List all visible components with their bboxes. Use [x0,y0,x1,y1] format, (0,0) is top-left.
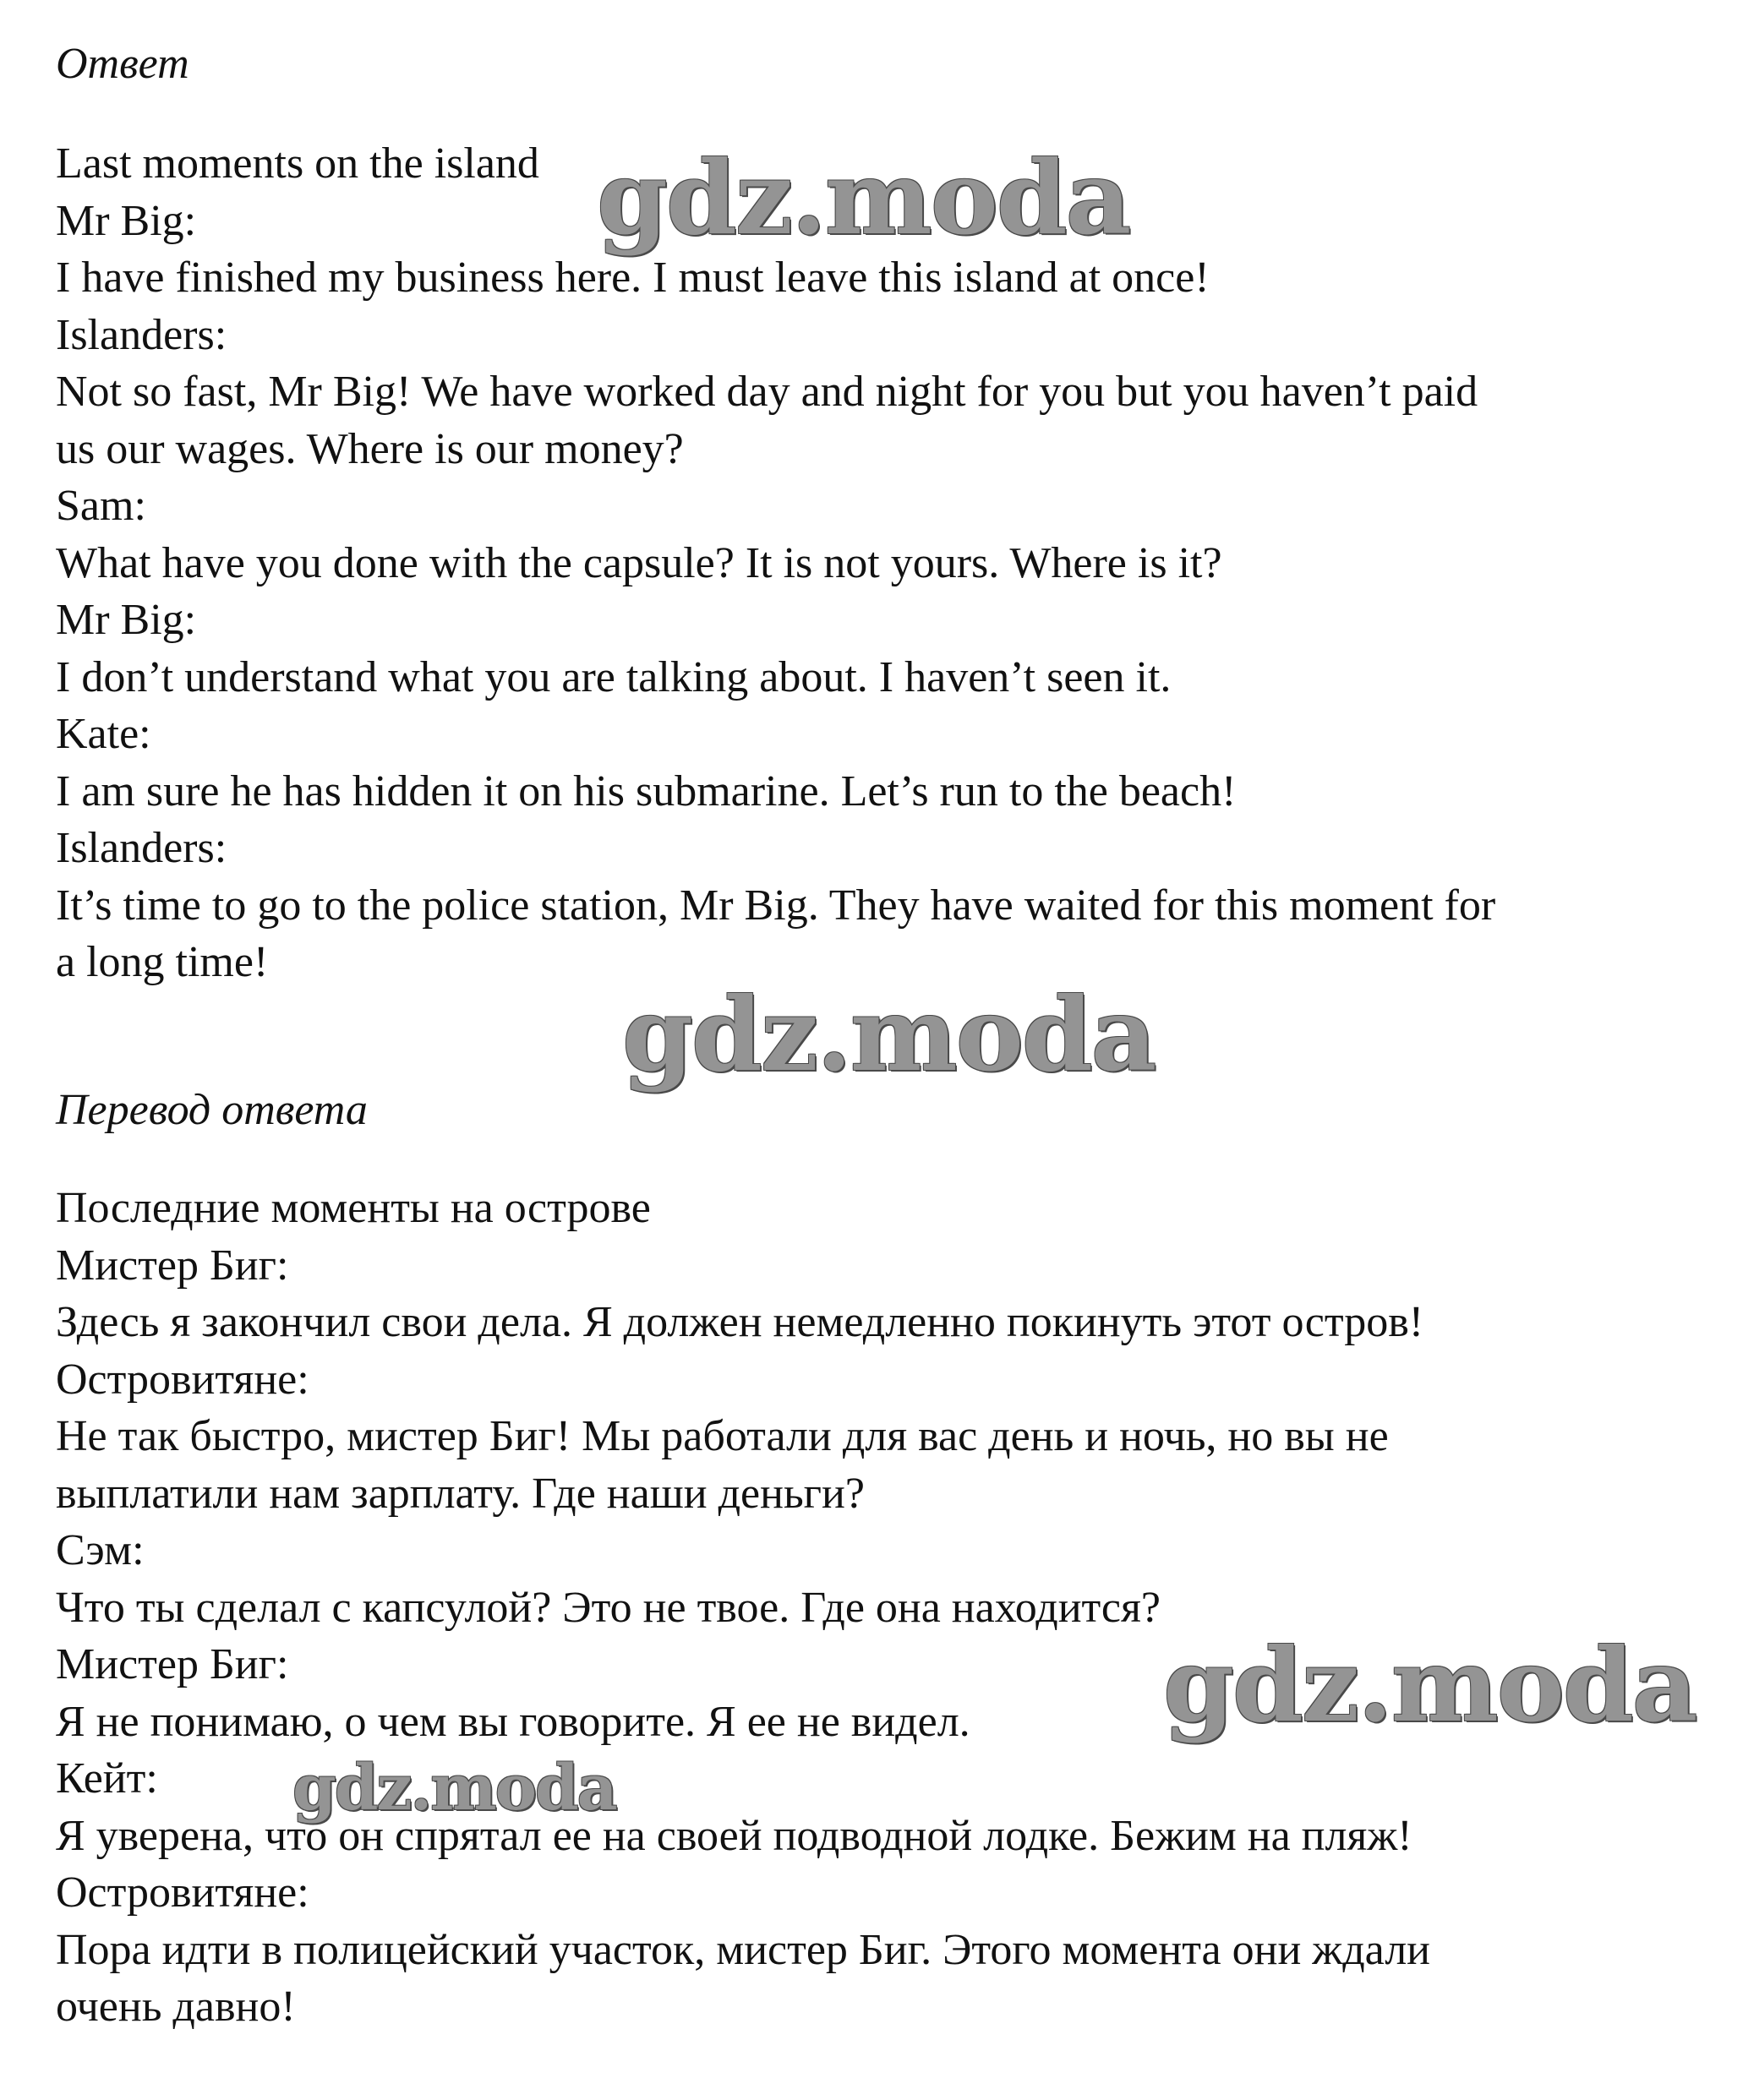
translation-line: очень давно! [56,1983,296,2031]
answer-line: I don’t understand what you are talking about. I haven’t seen it. [56,652,1172,701]
translation-line: Я уверена, что он спрятал ее на своей подводной лодке. Бежим на пляж! [56,1811,1412,1860]
translation-line: Островитяне: [56,1355,309,1404]
translation-line: Кейт: [56,1754,158,1803]
answer-line: I have finished my business here. I must leave this island at once! [56,254,1210,302]
answer-line: Not so fast, Mr Big! We have worked day and night for you but you haven’t paid [56,368,1478,416]
answer-line: I am sure he has hidden it on his submarine. Let’s run to the beach! [56,766,1237,815]
watermark-logo: gdz.moda [1163,1626,1697,1745]
translation-text [56,1180,1713,2036]
watermark-logo: gdz.moda [622,975,1156,1094]
answer-line: Islanders: [56,310,227,359]
answer-line: Sam: [56,482,146,530]
translation-line: Что ты сделал с капсулой? Это не твое. Где она находится? [56,1583,1161,1632]
translation-line: выплатили нам зарплату. Где наши деньги? [56,1469,865,1518]
translation-line: Пора идти в полицейский участок, мистер Биг. Этого момента они ждали [56,1925,1430,1974]
answer-line: Last moments on the island [56,139,539,188]
watermark-logo: gdz.moda [292,1752,616,1825]
answer-heading: Ответ [56,40,189,88]
answer-line: It’s time to go to the police station, Mr Big. They have waited for this moment for [56,881,1496,930]
answer-line: Mr Big: [56,596,197,644]
translation-line: Мистер Биг: [56,1640,289,1688]
answer-text [56,135,1713,991]
translation-line: Я не понимаю, о чем вы говорите. Я ее не видел. [56,1697,970,1746]
translation-line: Островитяне: [56,1868,309,1917]
watermark-logo: gdz.moda [597,139,1130,258]
translation-line: Сэм: [56,1526,145,1574]
translation-line: Не так быстро, мистер Биг! Мы работали для вас день и ночь, но вы не [56,1412,1389,1460]
answer-line: a long time! [56,938,269,986]
answer-line: us our wages. Where is our money? [56,424,684,473]
translation-line: Здесь я закончил свои дела. Я должен немедленно покинуть этот остров! [56,1298,1424,1346]
answer-line: Kate: [56,710,151,758]
translation-heading: Перевод ответа [56,1086,368,1134]
answer-line: Mr Big: [56,196,197,245]
answer-line: What have you done with the capsule? It is not yours. Where is it? [56,538,1222,587]
translation-line: Последние моменты на острове [56,1184,651,1232]
answer-line: Islanders: [56,824,227,872]
translation-line: Мистер Биг: [56,1241,289,1290]
